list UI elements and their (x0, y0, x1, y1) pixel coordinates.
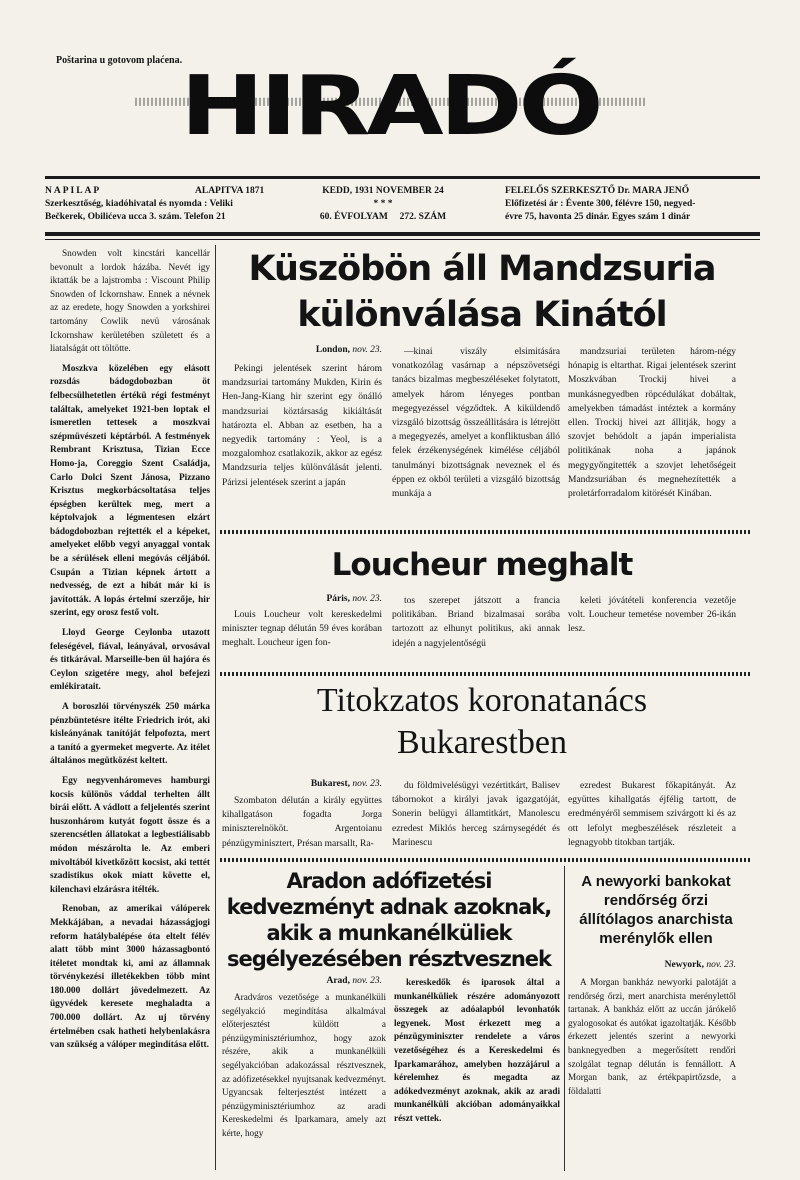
section-separator (220, 858, 752, 862)
header-right-line1: FELELŐS SZERKESZTŐ Dr. MARA JENŐ (505, 186, 690, 196)
article3-col1-text: Szombaton délután a király együttes kihallgatáson fogadta Jorga miniszterelnököt. Argentoianu pénzügyminisztert, Présan marsallt, Ra- (222, 796, 382, 849)
article3-headline-line1: Titokzatos koronatanács (316, 682, 648, 719)
article3-col3-text: ezredest Bukarest főkapitányát. Az együttes kihallgatás éjfélig tartott, de eredményéről semmisem szivárgott ki és az ott lefolyt megbeszélések részleteit a legnagyobb titokban tartják. (568, 781, 736, 848)
dateline-date: nov. 23. (352, 976, 382, 986)
article2-col2-text: tos szerepet játszott a francia politikában. Briand bizalmasai sorába tartozott az elhunyt politikus, aki annak idején a nagyjelentőségü (392, 596, 560, 649)
article1-col2 (392, 345, 560, 522)
article2-col3-text: keleti jóvátételi konferencia vezetője volt. Loucheur temetése november 26-ikán lesz. (568, 596, 736, 635)
article5-headline: A newyorki bankokat rendőrség őrzi állítólagos anarchista merénylők ellen (579, 873, 733, 947)
masthead-title: HIRADÓ (135, 60, 645, 152)
article4-col1-text: Aradváros vezetősége a munkanélküli segélyakció megindítása alkalmával előterjesztést küldött a pénzügyminisztériumhoz, hogy azok részére, akik a munkanélküli segélyakcióban adakozással résztvesznek, az adófizetésekkel nyujtsanak kedvezményt. Ugyancsak felterjesztést intézett a pénzügyminisztériumhoz az aradi Kereskedelmi és Iparkamara, amely azt kérte, hogy (222, 992, 386, 1138)
left-news-column (50, 248, 210, 1168)
article1-headline: Küszöbön áll Mandzsuria különválása Kinától (248, 249, 716, 335)
header-volume: 60. ÉVFOLYAM (319, 212, 388, 222)
dateline-date: nov. 23. (352, 594, 382, 604)
section-separator (220, 672, 752, 676)
article5-dateline (568, 960, 746, 970)
header-rule-bottom (45, 232, 760, 236)
news-item: Renoban, az amerikai válóperek Mekkájában, a nevadai házasságjogi reform hatálybalépése óta eltelt félév alatt több mint 3000 házassagbontó itéletet mondtak ki, ami az államnak törvénykezési illetékekben több mint 180.000 dollárt jövedelmezett. Az ügyvédek keresete meghaladta a 700.000 dollárt. Az uj törvény értelmében csak hatheti helybenlakásra van szükség a válóper megindítása előtt. (50, 904, 210, 1051)
header-founded: ALAPITVA 1871 (195, 186, 265, 196)
dateline-date: nov. 23. (706, 960, 736, 970)
dateline-place: London, (315, 345, 350, 355)
article3-col1 (222, 794, 382, 850)
dateline-date: nov. 23. (352, 779, 382, 789)
header-left-line3: Bečkerek, Obilićeva ucca 3. szám. Telefon 21 (45, 212, 226, 222)
article4-headline: Aradon adófizetési kedvezményt adnak azoknak, akik a munkanélküliek segélyezésében résztvesznek (226, 869, 552, 971)
article2-col2 (392, 594, 560, 664)
dateline-date: nov. 23. (352, 345, 382, 355)
header-right-line2: Előfizetési ár : Évente 300, félévre 150, negyed- (505, 199, 696, 209)
article2-col1-text: Louis Loucheur volt kereskedelmi miniszter tegnap délután 59 éves korában meghalt. Loucheur igen fon- (222, 610, 382, 649)
article2-headline: Loucheur meghalt (331, 547, 633, 583)
article2-dateline (222, 594, 392, 604)
article3-headline (222, 680, 742, 764)
news-item: Moszkva közelében egy elásott rozsdás bádogdobozban öt felbecsülhetetlen értékü régi festményt találtak, amelyeket 1921-ben loptak el ismeretlen tettesek a moszkvai szépmüvészeti képtárból. A festmények Rembrant Krisztusa, Tizian Ecce Homo-ja, Coreggio Szent Családja, Carlo Dolci Szent Jánosa, Pizzano Krisztus megkorbácsoltatása teljes épségben kerültek meg, mert a képtolvajok a légmentesen elzárt bádogdobozban rejtették el a képeket, amelyeket előbb vegyi anyaggal vontak be a sérülések elleni megóvás céljából. Csupán a Tizian képnek ártott a nedvesség, de ezt a hibát már ki is javították. A lopás értelmi szerzője, hir szerint, egy orosz festő volt. (50, 363, 210, 619)
article3-col3 (568, 779, 736, 850)
header-number: 272. SZÁM (399, 212, 447, 222)
header-date: KEDD, 1931 NOVEMBER 24 (322, 186, 444, 196)
section-separator (220, 530, 752, 534)
header-stars: * * * (373, 199, 393, 209)
dateline-place: Bukarest, (310, 779, 350, 789)
header-rule-top (45, 176, 760, 179)
column-divider (564, 866, 565, 1171)
dateline-place: Arad, (326, 976, 350, 986)
header-right-line3: évre 75, havonta 25 dinár. Egyes szám 1 dinár (505, 212, 691, 222)
news-item: Lloyd George Ceylonba utazott feleségével, fiával, leányával, orvosával és titkárával. Marseille-ben ül hajóra és Ceylon szigetére megy, ahol befejezi emlékiratait. (50, 628, 210, 693)
news-item: Snowden volt kincstári kancellár bevonult a lordok házába. Nevét igy iktatták be a lajstromba : Viscount Philip Snowden of Ickornshaw. Ennek a névnek az az eredete, hogy Snowden a yorkshirei tartomány Cowlik nevü városának Ickornshaw kerületében született és a liatalságát ott töltötte. (50, 249, 210, 355)
article5-text (568, 976, 736, 1171)
header-rule-bottom-thin (45, 239, 760, 240)
article1-col1 (222, 362, 382, 522)
article1-dateline (222, 345, 392, 355)
header-center (288, 185, 478, 224)
article4-col1 (222, 991, 386, 1171)
news-item: Egy negyvenháromeves hamburgi kocsis különös váddal terhelten állt birái előtt. A vádlott a feljelentés szerint huszonhárom kutyát fogott össze és a szerencsétlen állatokat a legbestiálisabb módon mészárolta le. Az emberi mivoltából kivetkőzött kocsist, aki tettét szadistikus okok miatt követte el, kilenchavi elzárásra itélték. (50, 775, 210, 895)
column-divider (215, 245, 216, 1170)
article1-col1-text: Pekingi jelentések szerint három mandzsuriai tartomány Mukden, Kirin és Hen-Jang-Kiang hir szerint egy önálló mandzsuriai köztársaság kikiáltását határozta el. Abban az esetben, ha a negyedik tartomány : Yeol, is a mozgalomhoz csatlakozik, akkor az egész Mandzsuria teljes különválását jelenti. Párizsi jelentések szerint a japán (222, 364, 382, 488)
article2-col3 (568, 594, 736, 664)
article4-col2-text: kereskedők és iparosok által a munkanélküliek részére adományozott összegek az adóalapból levonhatók legyenek. Most érkezett meg a pénzügyminiszter rendelete a város vezetőségéhez és a Kereskedelmi és Iparkamarához, amelyben hozzájárul a kérelemhez és megadta az adókedvezményt azoknak, akik az aradi munkanélküli akcióban adományaikkal részt vettek. (394, 977, 560, 1123)
article1-col2-text: —kinai viszály elsimitására vonatkozólag vasárnap a népszövetségi tanács bizalmas megbeszéléseket folytatott, amelyek három lényeges pontban megegyezéssel végződtek. A kiküldendő vizsgáló bizottság összeállitására is létrejött a megegyezés, amelyet a konfliktusban álló felek érzékenységének kimélése céljából tanulmányi bizottságnak neveznek el és éppen ez okból területi a vizsgáló bizottság munkája a (392, 347, 560, 500)
dateline-place: Páris, (326, 594, 350, 604)
dateline-place: Newyork, (664, 960, 704, 970)
article3-dateline (222, 779, 392, 789)
article4-dateline (222, 976, 392, 986)
postage-notice: Poštarina u gotovom plaćena. (56, 55, 183, 66)
header-left-line1: NAPILAP (45, 186, 102, 196)
article3-col2-text: du földmivelésügyi vezértitkárt, Balisev tábornokot a királyi javak igazgatóját, Sonerin belügyi államtitkárt, Manolescu ezredest Miklós herceg szárnysegédét és Marinescu (392, 781, 560, 848)
article5-body: A Morgan bankház newyorki palotáját a rendőrség őrzi, mert anarchista merénylettől tartanak. A bankház előtt az uccán járókelő gyalogosokat és autókat igazoltatják. Később érkezett jelentés szerint a newyorki banknegyedben a megerősített rendőri szolgálat tegnap délután is fennállott. A Morgan bank, az értékpapirtőzsde, a földalatti (568, 977, 736, 1096)
article3-col2 (392, 779, 560, 850)
article1-col3-text: mandzsuriai területen három-négy hónapig is eltarthat. Rigai jelentések szerint Moszkvában Trockij hivei a munkásnegyedben röpcédulákat dobáltak, amelyekben támadást intéztek a kormány ellen. Trockij hivei azt állitják, hogy a szovjet behódolt a japán imperialista politikának noha a japánok megygyőngitették a szovjet lehetőségeit Mandzsuriában és megnehezítették a proletárforradalom kitörését Kinában. (568, 347, 736, 500)
news-item: A boroszlói törvényszék 250 márka pénzbüntetésre itélte Friedrich irót, aki kisleányának tanítóját felpofozta, mert a tanító a gyermeket megverte. Az itélet általános megütközést keltett. (50, 702, 210, 767)
article2-col1 (222, 608, 382, 664)
header-left-line2: Szerkesztőség, kiadóhivatal és nyomda : Veliki (45, 199, 233, 209)
header-right (505, 185, 765, 224)
article3-headline-line2: Bukarestben (397, 724, 567, 761)
article4-col2 (394, 976, 560, 1171)
article1-col3 (568, 345, 736, 522)
